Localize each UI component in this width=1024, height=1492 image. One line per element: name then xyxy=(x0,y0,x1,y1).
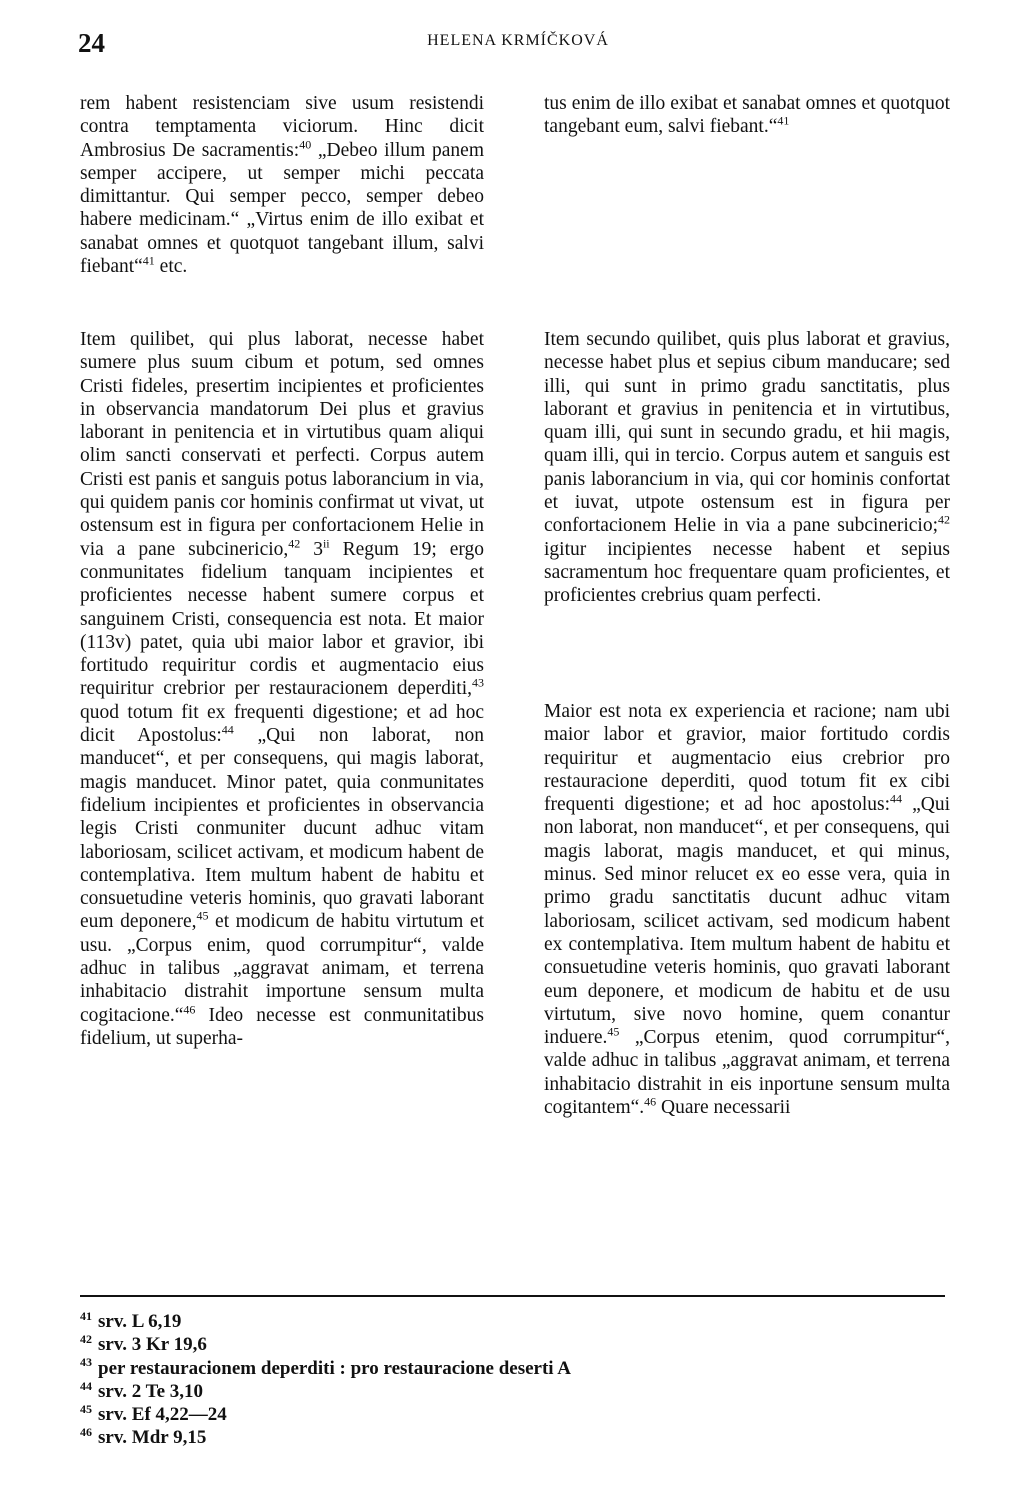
left-column xyxy=(80,92,484,1267)
footnotes xyxy=(80,1310,571,1450)
text-run: 3 xyxy=(300,538,323,560)
footnote-ref: 41 xyxy=(142,253,155,268)
footnote-ref: 44 xyxy=(221,722,234,737)
right-paragraph-1 xyxy=(544,92,950,139)
text-run: tus enim de illo exibat et sanabat omnes et quotquot tangebant eum, salvi fiebant.“ xyxy=(544,93,950,138)
footnote-ref: 46 xyxy=(183,1002,196,1017)
running-head: HELENA KRMÍČKOVÁ xyxy=(427,32,609,49)
text-run: „Corpus etenim, quod corrumpitur“, valde adhuc in talibus „aggravat animam, et terrena inhabitacio distrahit in eis inportune sensum multa cogitantem“. xyxy=(544,1027,950,1119)
footnote-ref: 45 xyxy=(196,908,209,923)
text-run: Item secundo quilibet, quis plus laborat et gravius, necesse habet plus et sepius cibum manducare; sed illi, qui sunt in primo gradu sanctitatis, plus laborant et gravius in penitencia et in virtutibus, quam illi, qui sunt in secundo gradu, et hii magis, quam illi, qui in tercio. Corpus autem et sanguis est panis laborancium in via, qui cor hominis confortat et iuvat, utpote ostensum est in figura per confortacionem Helie in via a pane subcinericio; xyxy=(544,329,950,537)
page-number: 24 xyxy=(78,28,105,58)
left-paragraph-2 xyxy=(80,328,484,1050)
footnote xyxy=(80,1357,571,1380)
text-run: Item quilibet, qui plus laborat, necesse habet sumere plus suum cibum et potum, sed omnes Cristi fideles, presertim incipientes et proficientes in observancia mandatorum Dei plus et gravius laborant in penitencia et in virtutibus quam aliqui olim sancti conservati et perfecti. Corpus autem Cristi est panis et sanguis potus laborancium in via, qui quidem panis cor hominis confirmat ut vivat, ut ostensum est in figura per confortacionem Helie in via a pane subcinericio, xyxy=(80,329,484,560)
footnote-ref: 40 xyxy=(299,137,312,152)
superscript: ii xyxy=(322,536,330,551)
footnote-text: srv. L 6,19 xyxy=(98,1311,182,1332)
footnote-ref: 42 xyxy=(938,512,950,527)
footnote xyxy=(80,1403,571,1426)
footnote xyxy=(80,1310,571,1333)
footnote-text: srv. 2 Te 3,10 xyxy=(98,1380,204,1402)
footnote xyxy=(80,1380,571,1403)
footnote-number: 42 xyxy=(80,1331,92,1346)
text-run: Ideo necesse est conmunitatibus fidelium, ut superha- xyxy=(80,1004,484,1049)
text-run: Regum 19; ergo conmunitates fidelium tanquam incipientes et proficientes necesse habent sumere corpus et sanguinem Cristi, consequencia est nota. Et maior (113v) patet, quia ubi maior labor et gravior, ibi fortitudo requiritur cordis et augmentacio eius requiritur crebrior per restauracionem deperditi, xyxy=(80,538,484,700)
text-run: et modicum de habitu virtutum et usu. „Corpus enim, quod corrumpitur“, valde adhuc in talibus „aggravat animam, et terrena inhabitacio distrahit importune sensum multa cogitacione.“ xyxy=(80,911,484,1026)
text-run: Maior est nota ex experiencia et racione; nam ubi maior labor et gravior, maior fortitudo cordis requiritur et augmentacio eius crebrior pro restauracione deperditi, quod totum fit ex cibi frequenti digestione; et ad hoc apostolus: xyxy=(544,701,950,816)
footnote-ref: 41 xyxy=(777,113,790,128)
footnote-ref: 43 xyxy=(472,675,484,690)
footnote-number: 46 xyxy=(80,1425,92,1440)
footnote-text: srv. Mdr 9,15 xyxy=(98,1427,207,1449)
text-run: etc. xyxy=(154,256,188,278)
footnote-text: srv. Ef 4,22—24 xyxy=(98,1404,227,1426)
footnote-ref: 44 xyxy=(890,791,903,806)
footnote-number: 44 xyxy=(80,1378,92,1393)
footnote-text: per restauracionem deperditi : pro restauracione deserti A xyxy=(98,1357,571,1379)
text-run: quod totum fit ex frequenti digestione; et ad hoc dicit Apostolus: xyxy=(80,701,484,747)
footnote-number: 41 xyxy=(80,1308,92,1323)
footnote-ref: 42 xyxy=(288,536,301,551)
left-paragraph-1 xyxy=(80,92,484,278)
footnote-divider xyxy=(80,1295,945,1297)
text-run: „Debeo illum panem semper accipere, ut semper michi peccata dimittantur. Qui semper pecco, semper debeo habere medicinam.“ „Virtus enim de illo exibat et sanabat omnes et quotquot tangebant illum, salvi fiebant“ xyxy=(80,139,484,278)
right-column xyxy=(544,92,950,1267)
right-paragraph-2 xyxy=(544,328,950,608)
text-run: Quare necessarii xyxy=(656,1097,791,1119)
text-run: rem habent resistenciam sive usum resistendi contra temptamenta viciorum. Hinc dicit Ambrosius De sacramentis: xyxy=(80,93,484,161)
page-header xyxy=(78,28,958,60)
right-paragraph-3 xyxy=(544,700,950,1119)
footnote-text: srv. 3 Kr 19,6 xyxy=(98,1334,207,1356)
text-run: „Qui non laborat, non manducet“, et per consequens, qui magis laborat, magis manducet. Minor patet, quia conmunitates fidelium incipientes et proficientes in observancia legis Cristi conmuniter ducunt adhuc vitam laboriosam, scilicet activam, et modicum habent de contemplativa. Item multum habent de habitu et consuetudine veteris hominis, quo gravati laborant eum deponere, xyxy=(80,725,484,933)
text-run: „Qui non laborat, non manducet“, et per consequens, qui magis laborat, magis manducet, et qui minus, minus. Sed minor relucet ex eo esse vera, quia in primo gradu sanctitatis ducunt adhuc vitam laboriosam, scilicet activam, sed modicum habent ex contemplativa. Item multum habent de habitu et consuetudine veteris hominis, quo gravati laborant eum deponere, et modicum de habitu et de usu virtutum, sive novo homine, quem conantur induere. xyxy=(544,794,951,1049)
footnote-number: 43 xyxy=(80,1355,92,1370)
footnote xyxy=(80,1333,571,1356)
text-run: igitur incipientes necesse habent et sepius sacramentum hoc frequentare quam proficientes, et proficientes crebrius quam perfecti. xyxy=(544,538,950,607)
footnote-ref: 46 xyxy=(644,1094,657,1109)
footnote-ref: 45 xyxy=(607,1024,620,1039)
footnote xyxy=(80,1426,571,1449)
footnote-number: 45 xyxy=(80,1401,92,1416)
